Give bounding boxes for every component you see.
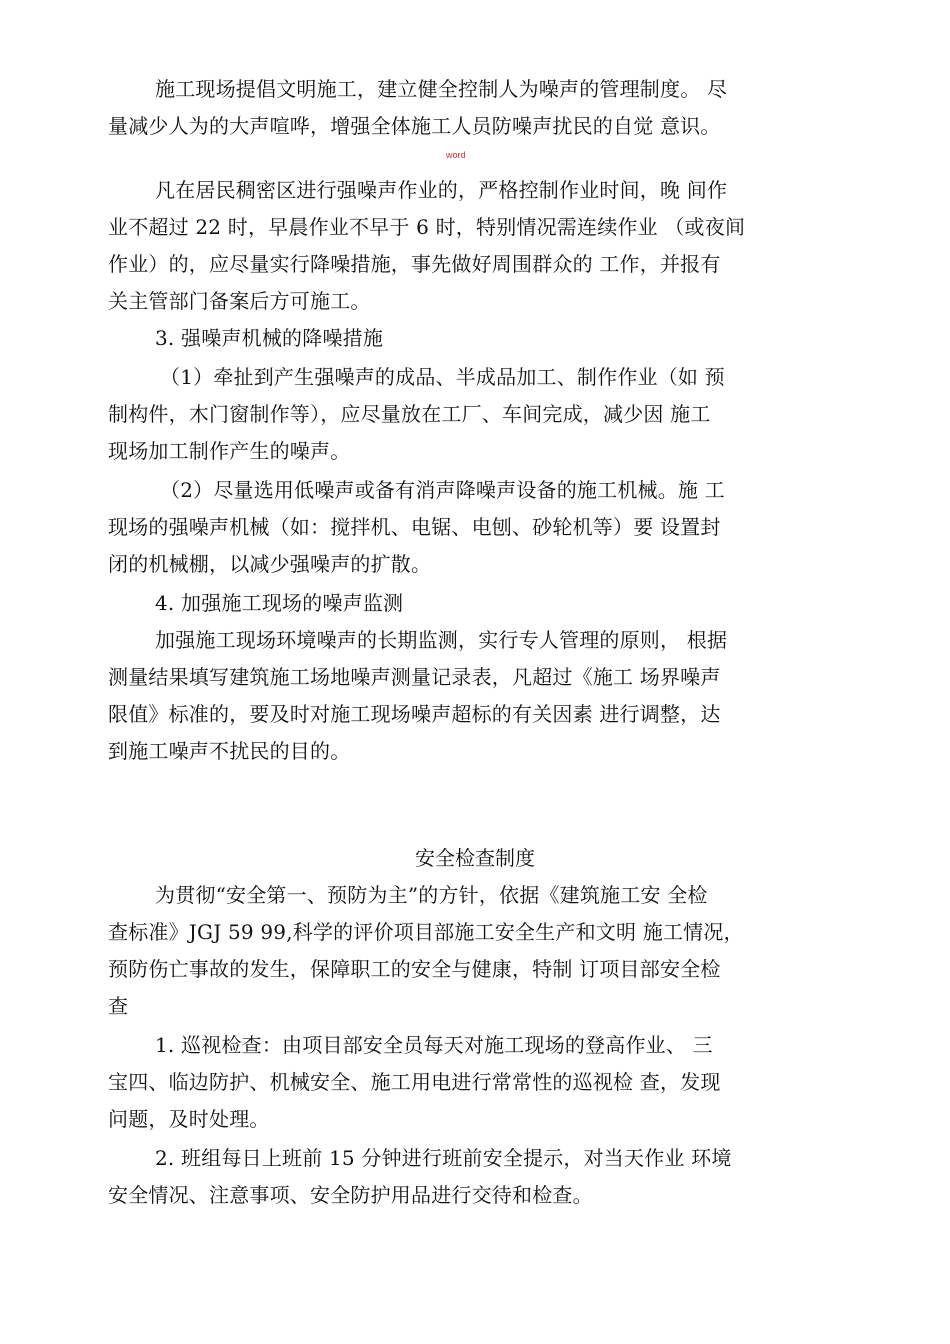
list-item-line: 问题，及时处理。 <box>108 1107 270 1131</box>
watermark-text: word <box>446 150 466 160</box>
paragraph-line: 业不超过 22 时，早晨作业不早于 6 时，特别情况需连续作业 （或夜间 <box>108 215 746 239</box>
paragraph-line: 闭的机械棚，以减少强噪声的扩散。 <box>108 552 432 576</box>
list-item-line: 宝四、临边防护、机械安全、施工用电进行常常性的巡视检 查，发现 <box>108 1070 721 1094</box>
paragraph-line: 测量结果填写建筑施工场地噪声测量记录表，凡超过《施工 场界噪声 <box>108 665 721 689</box>
paragraph-line: 施工现场提倡文明施工，建立健全控制人为噪声的管理制度。 尽 <box>155 77 728 101</box>
paragraph-line: 预防伤亡事故的发生，保障职工的安全与健康，特制 订项目部安全检 <box>108 957 721 981</box>
paragraph-line: 到施工噪声不扰民的目的。 <box>108 739 351 763</box>
paragraph-line: 查标准》JGJ 59 99,科学的评价项目部施工安全生产和文明 施工情况， <box>108 920 744 944</box>
paragraph-line: 查 <box>108 994 129 1018</box>
paragraph-line: （1）牵扯到产生强噪声的成品、半成品加工、制作作业（如 预 <box>160 365 725 389</box>
paragraph-line: 量减少人为的大声喧哗，增强全体施工人员防噪声扰民的自觉 意识。 <box>108 114 721 138</box>
paragraph-line: 加强施工现场环境噪声的长期监测，实行专人管理的原则， 根据 <box>155 628 728 652</box>
paragraph-line: （2）尽量选用低噪声或备有消声降噪声设备的施工机械。施 工 <box>160 478 725 502</box>
paragraph-line: 现场的强噪声机械（如：搅拌机、电锯、电刨、砂轮机等）要 设置封 <box>108 515 721 539</box>
list-item-line: 安全情况、注意事项、安全防护用品进行交待和检查。 <box>108 1183 593 1207</box>
paragraph-line: 限值》标准的，要及时对施工现场噪声超标的有关因素 进行调整，达 <box>108 702 721 726</box>
paragraph-line: 为贯彻“安全第一、预防为主”的方针，依据《建筑施工安 全检 <box>155 883 708 907</box>
paragraph-line: 现场加工制作产生的噪声。 <box>108 439 351 463</box>
paragraph-line: 关主管部门备案后方可施工。 <box>108 289 371 313</box>
list-item-line: 1. 巡视检查：由项目部安全员每天对施工现场的登高作业、 三 <box>155 1033 713 1057</box>
section-heading: 3. 强噪声机械的降噪措施 <box>155 326 384 350</box>
list-item-line: 2. 班组每日上班前 15 分钟进行班前安全提示，对当天作业 环境 <box>155 1146 732 1170</box>
paragraph-line: 凡在居民稠密区进行强噪声作业的，严格控制作业时间，晚 间作 <box>155 178 728 202</box>
paragraph-line: 制构件，木门窗制作等），应尽量放在工厂、车间完成，减少因 施工 <box>108 402 711 426</box>
section-heading: 4. 加强施工现场的噪声监测 <box>155 591 404 615</box>
paragraph-line: 作业）的，应尽量实行降噪措施，事先做好周围群众的 工作，并报有 <box>108 252 721 276</box>
section-title: 安全检查制度 <box>415 846 535 870</box>
